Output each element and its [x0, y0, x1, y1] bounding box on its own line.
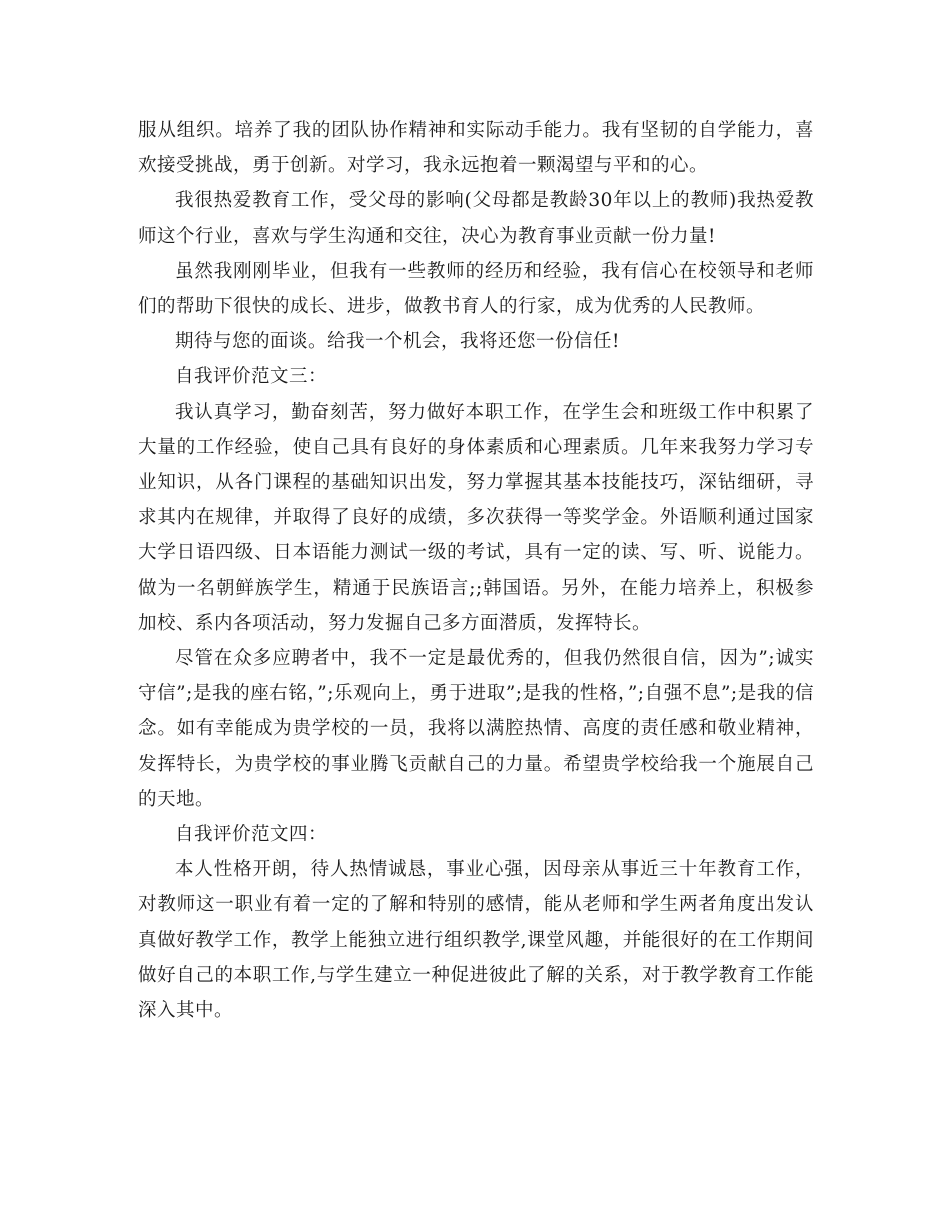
paragraph: 我很热爱教育工作，受父母的影响(父母都是教龄30年以上的教师)我热爱教师这个行业，喜欢与学生沟通和交往，决心为教育事业贡献一份力量! — [138, 190, 814, 247]
paragraph: 尽管在众多应聘者中，我不一定是最优秀的，但我仍然很自信，因为”;诚实守信”;是我的座右铭，”;乐观向上，勇于进取”;是我的性格，”;自强不息”;是我的信念。如有幸能成为贵学校的一员，我将以满腔热情、高度的责任感和敬业精神，发挥特长，为贵学校的事业腾飞贡献自己的力量。希望贵学校给我一个施展自己的天地。 — [138, 648, 814, 810]
paragraph: 我认真学习，勤奋刻苦，努力做好本职工作，在学生会和班级工作中积累了大量的工作经验，使自己具有良好的身体素质和心理素质。几年来我努力学习专业知识，从各门课程的基础知识出发，努力掌握其基本技能技巧，深钻细研，寻求其内在规律，并取得了良好的成绩，多次获得一等奖学金。外语顺利通过国家大学日语四级、日本语能力测试一级的考试，具有一定的读、写、听、说能力。做为一名朝鲜族学生，精通于民族语言;;韩国语。另外，在能力培养上，积极参加校、系内各项活动，努力发掘自己多方面潜质，发挥特长。 — [138, 401, 814, 634]
paragraph: 期待与您的面谈。给我一个机会，我将还您一份信任! — [175, 331, 620, 353]
paragraph: 本人性格开朗，待人热情诚恳，事业心强，因母亲从事近三十年教育工作，对教师这一职业有着一定的了解和特别的感情，能从老师和学生两者角度出发认真做好教学工作，教学上能独立进行组织教学,课堂风趣，并能很好的在工作期间做好自己的本职工作,与学生建立一种促进彼此了解的关系，对于教学教育工作能深入其中。 — [138, 859, 814, 1022]
paragraph: 服从组织。培养了我的团队协作精神和实际动手能力。我有坚韧的自学能力，喜欢接受挑战，勇于创新。对学习，我永远抱着一颗渴望与平和的心。 — [138, 120, 814, 177]
section-heading: 自我评价范文三： — [175, 366, 328, 388]
document-body — [138, 113, 814, 1028]
paragraph: 虽然我刚刚毕业，但我有一些教师的经历和经验，我有信心在校领导和老师们的帮助下很快的成长、进步，做教书育人的行家，成为优秀的人民教师。 — [138, 260, 814, 318]
section-heading: 自我评价范文四： — [175, 824, 328, 846]
